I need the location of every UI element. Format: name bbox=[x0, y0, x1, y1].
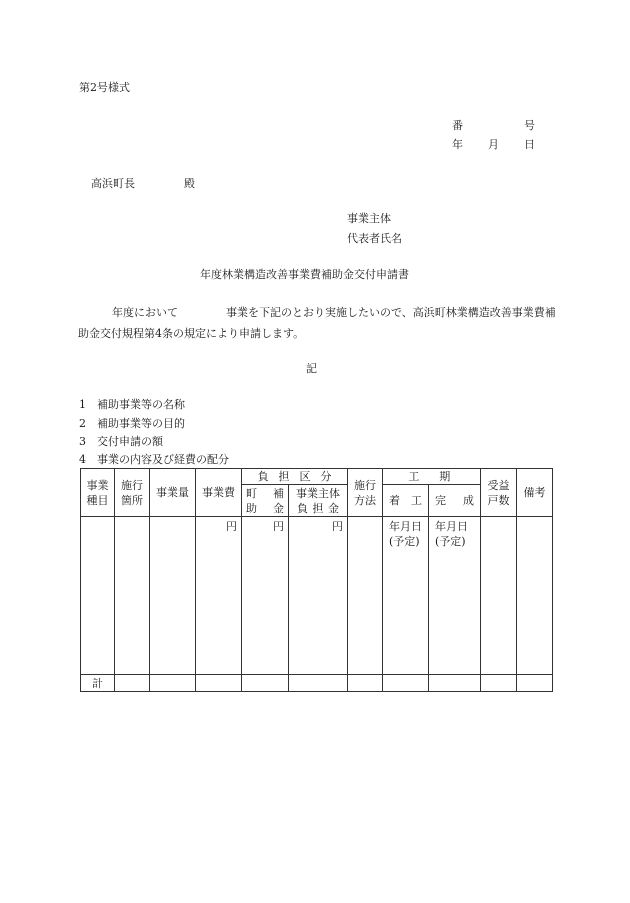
date-day: 日 bbox=[524, 138, 535, 151]
table-cell bbox=[150, 675, 196, 692]
number-label: 番 bbox=[452, 119, 463, 132]
table-cell bbox=[383, 675, 429, 692]
table-cell bbox=[81, 517, 115, 675]
header-burden-split: 負担区分 bbox=[242, 469, 348, 485]
table-cell bbox=[517, 517, 553, 675]
start-date-cell: 年月日 (予定) bbox=[383, 517, 429, 675]
total-label-cell: 計 bbox=[81, 675, 115, 692]
list-item: 4 事業の内容及び経費の配分 bbox=[79, 453, 229, 466]
cost-yen-cell: 円 bbox=[196, 517, 242, 675]
header-start: 着 工 bbox=[383, 485, 429, 517]
header-entity-share: 事業主体 負 担 金 bbox=[289, 485, 348, 517]
list-item: 3 交付申請の額 bbox=[79, 435, 163, 448]
header-method: 施行 方法 bbox=[348, 469, 383, 517]
form-number: 第2号様式 bbox=[79, 81, 130, 94]
list-item: 1 補助事業等の名称 bbox=[79, 398, 185, 411]
document-title: 年度林業構造改善事業費補助金交付申請書 bbox=[200, 268, 409, 281]
date-month: 月 bbox=[488, 138, 499, 151]
addressee-name: 高浜町長 bbox=[91, 177, 135, 190]
header-volume: 事業量 bbox=[150, 469, 196, 517]
addressee-honorific: 殿 bbox=[184, 177, 195, 190]
table-cell bbox=[517, 675, 553, 692]
table-cell bbox=[242, 675, 289, 692]
number-suffix: 号 bbox=[524, 119, 535, 132]
table-cell bbox=[115, 517, 150, 675]
table-cell bbox=[348, 517, 383, 675]
header-finish: 完 成 bbox=[429, 485, 481, 517]
header-site: 施行 箇所 bbox=[115, 469, 150, 517]
table-cell bbox=[481, 675, 517, 692]
body-fiscal-year: 年度において bbox=[112, 306, 178, 319]
header-project-type: 事業 種目 bbox=[81, 469, 115, 517]
applicant-entity: 事業主体 bbox=[347, 212, 391, 225]
table-cell bbox=[150, 517, 196, 675]
finish-date-cell: 年月日 (予定) bbox=[429, 517, 481, 675]
body-paragraph bbox=[78, 302, 556, 344]
ki-heading: 記 bbox=[306, 362, 317, 375]
entity-share-yen-cell: 円 bbox=[289, 517, 348, 675]
town-subsidy-yen-cell: 円 bbox=[242, 517, 289, 675]
expense-allocation-table bbox=[80, 468, 553, 692]
header-beneficiaries: 受益 戸数 bbox=[481, 469, 517, 517]
table-cell bbox=[115, 675, 150, 692]
table-cell bbox=[481, 517, 517, 675]
list-item: 2 補助事業等の目的 bbox=[79, 417, 185, 430]
table-cell bbox=[196, 675, 242, 692]
header-town-subsidy: 町 補 助 金 bbox=[242, 485, 289, 517]
body-request: 事業を下記のとおり実施したいので、高浜町林業構造改善事業費補助金交付規程第4条の規定により申請します。 bbox=[78, 306, 556, 340]
table-cell bbox=[429, 675, 481, 692]
date-year: 年 bbox=[452, 138, 463, 151]
applicant-representative: 代表者氏名 bbox=[347, 232, 402, 245]
table-cell bbox=[289, 675, 348, 692]
header-cost: 事業費 bbox=[196, 469, 242, 517]
header-notes: 備考 bbox=[517, 469, 553, 517]
header-period: 工期 bbox=[383, 469, 481, 485]
table-cell bbox=[348, 675, 383, 692]
